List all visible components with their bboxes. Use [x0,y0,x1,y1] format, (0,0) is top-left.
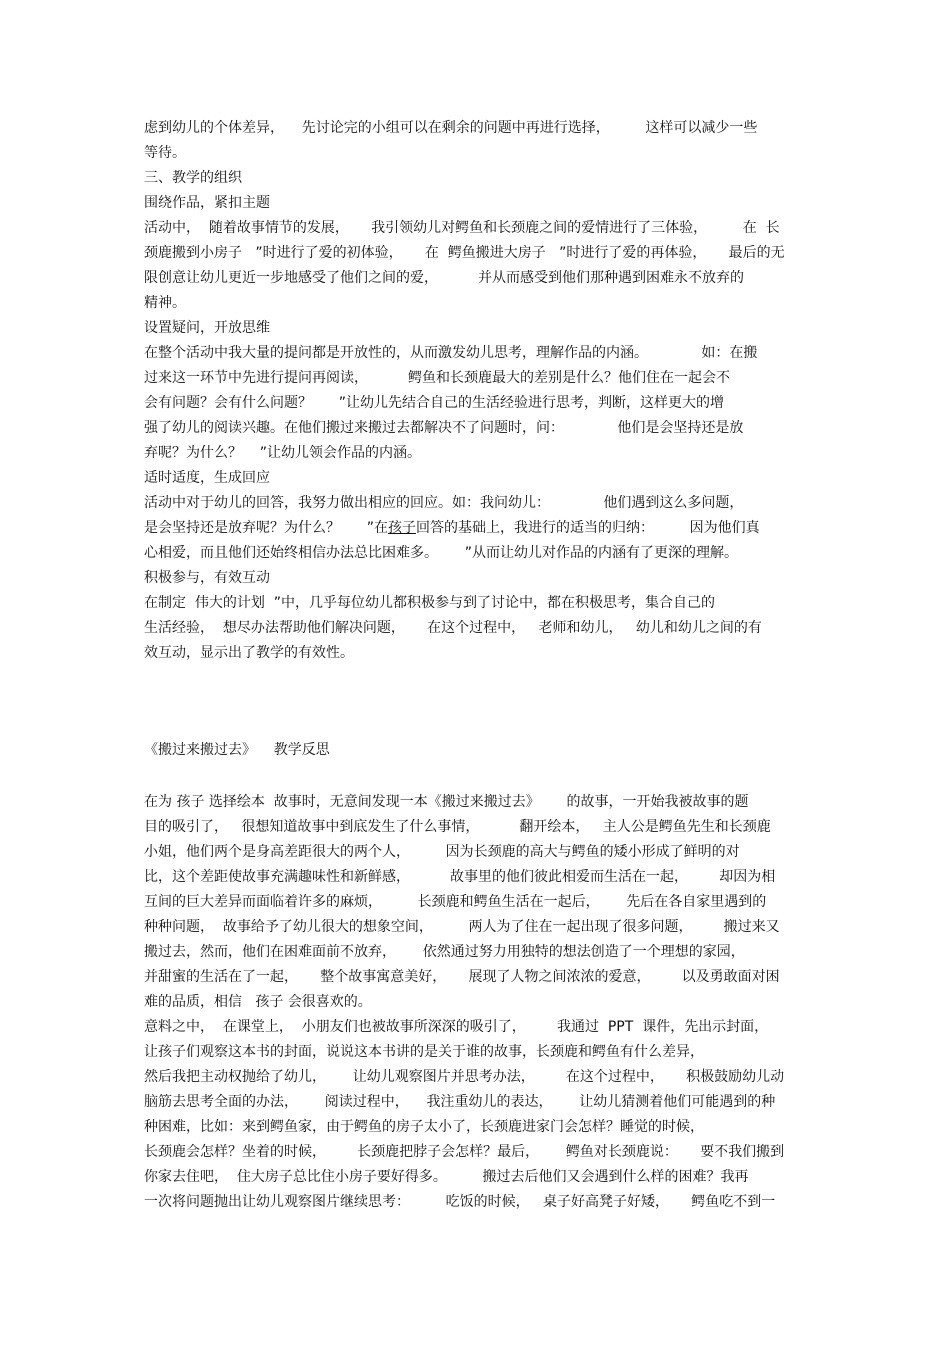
text-line: 弃呢？为什么？ ”让幼儿领会作品的内涵。 [144,445,422,461]
text-line: 你家去住吧， 住大房子总比住小房子要好得多。 搬过去后他们又会遇到什么样的困难？我再 [144,1169,749,1185]
text-line: 种困难，比如：来到鳄鱼家，由于鳄鱼的房子太小了，长颈鹿进家门会怎样？睡觉的时候， [144,1119,704,1135]
text-line: 生活经验， 想尽办法帮助他们解决问题， 在这个过程中， 老师和幼儿， 幼儿和幼儿之间的有 [144,620,762,636]
text-line: 长颈鹿会怎样？坐着的时候， 长颈鹿把脖子会怎样？最后， 鳄鱼对长颈鹿说： 要不我们搬到 [144,1144,785,1160]
text-line: 活动中对于幼儿的回答，我努力做出相应的回应。如：我问幼儿： 他们遇到这么多问题， [144,495,744,511]
text-line: 过来这一环节中先进行提问再阅读， 鳄鱼和长颈鹿最大的差别是什么？他们住在一起会不 [144,370,731,386]
text-line: 会有问题？会有什么问题？ ”让幼儿先结合自己的生活经验进行思考，判断，这样更大的增 [144,395,724,411]
text-line: 在为 孩子 选择绘本 故事时，无意间发现一本《搬过来搬过去》 的故事，一开始我被故事的题 [144,794,749,810]
text-line: 目的吸引了， 很想知道故事中到底发生了什么事情， 翻开绘本， 主人公是鳄鱼先生和长颈鹿 [144,819,771,835]
text-line: 搬过去，然而，他们在困难面前不放弃， 依然通过努力用独特的想法创造了一个理想的家园， [144,944,745,960]
text-line: 然后我把主动权抛给了幼儿， 让幼儿观察图片并思考办法， 在这个过程中， 积极鼓励幼儿动 [144,1069,785,1085]
text-line: 精神。 [144,295,186,311]
text-line: 互间的巨大差异而面临着许多的麻烦， 长颈鹿和鳄鱼生活在一起后， 先后在各自家里遇到的 [144,894,767,910]
subheading: 积极参与，有效互动 [144,570,270,586]
subheading: 适时适度，生成回应 [144,470,270,486]
text-line: 虑到幼儿的个体差异， 先讨论完的小组可以在剩余的问题中再进行选择， 这样可以减少一些 [144,120,758,136]
text-line: 脑筋去思考全面的办法， 阅读过程中， 我注重幼儿的表达， 让幼儿猜测着他们可能遇到的种 [144,1094,776,1110]
text-line: 强了幼儿的阅读兴趣。在他们搬过来搬过去都解决不了问题时，问： 他们是会坚持还是放 [144,420,744,436]
text-line: 活动中， 随着故事情节的发展， 我引领幼儿对鳄鱼和长颈鹿之间的爱情进行了三体验， 在 长 [144,220,780,236]
text-line: 难的品质，相信 孩子 会很喜欢的。 [144,994,372,1010]
text-line [144,518,760,538]
subheading: 设置疑问，开放思维 [144,320,270,336]
text-line: 效互动，显示出了教学的有效性。 [144,645,354,661]
section-heading: 三、教学的组织 [144,170,242,186]
underlined-word: 孩子 [387,520,416,536]
text-line: 一次将问题抛出让幼儿观察图片继续思考： 吃饭的时候， 桌子好高凳子好矮， 鳄鱼吃不到一 [144,1194,776,1210]
text-line: 小姐，他们两个是身高差距很大的两个人， 因为长颈鹿的高大与鳄鱼的矮小形成了鲜明的对 [144,844,740,860]
text-line: 在制定 伟大的计划 ”中，几乎每位幼儿都积极参与到了讨论中，都在积极思考，集合自己的 [144,595,716,611]
text-line: 在整个活动中我大量的提问都是开放性的，从而激发幼儿思考，理解作品的内涵。 如：在搬 [144,345,758,361]
text-segment: 是会坚持还是放弃呢？为什么？ ”在 [144,520,388,536]
text-line: 种种问题， 故事给予了幼儿很大的想象空间， 两人为了住在一起出现了很多问题， 搬过来又 [144,919,780,935]
text-segment: 回答的基础上，我进行的适当的归纳： 因为他们真 [415,520,760,536]
text-line: 等待。 [144,145,186,161]
text-line: 限创意让幼儿更近一步地感受了他们之间的爱， 并从而感受到他们那种遇到困难永不放弃的 [144,270,745,286]
text-line: 让孩子们观察这本书的封面，说说这本书讲的是关于谁的故事，长颈鹿和鳄鱼有什么差异， [144,1044,704,1060]
document-title: 《搬过来搬过去》 教学反思 [144,742,330,758]
subheading: 围绕作品，紧扣主题 [144,195,270,211]
text-line: 心相爱，而且他们还始终相信办法总比困难多。 ”从而让幼儿对作品的内涵有了更深的理解。 [144,545,738,561]
text-line: 比，这个差距使故事充满趣味性和新鲜感， 故事里的他们彼此相爱而生活在一起， 却因为相 [144,869,776,885]
text-line: 并甜蜜的生活在了一起， 整个故事寓意美好， 展现了人物之间浓浓的爱意， 以及勇敢面对困 [144,969,780,985]
text-line: 颈鹿搬到小房子 ”时进行了爱的初体验， 在 鳄鱼搬进大房子 ”时进行了爱的再体验， 最后的无 [144,245,785,261]
text-line: 意料之中， 在课堂上， 小朋友们也被故事所深深的吸引了， 我通过 PPT 课件，先出示封面， [144,1019,769,1035]
